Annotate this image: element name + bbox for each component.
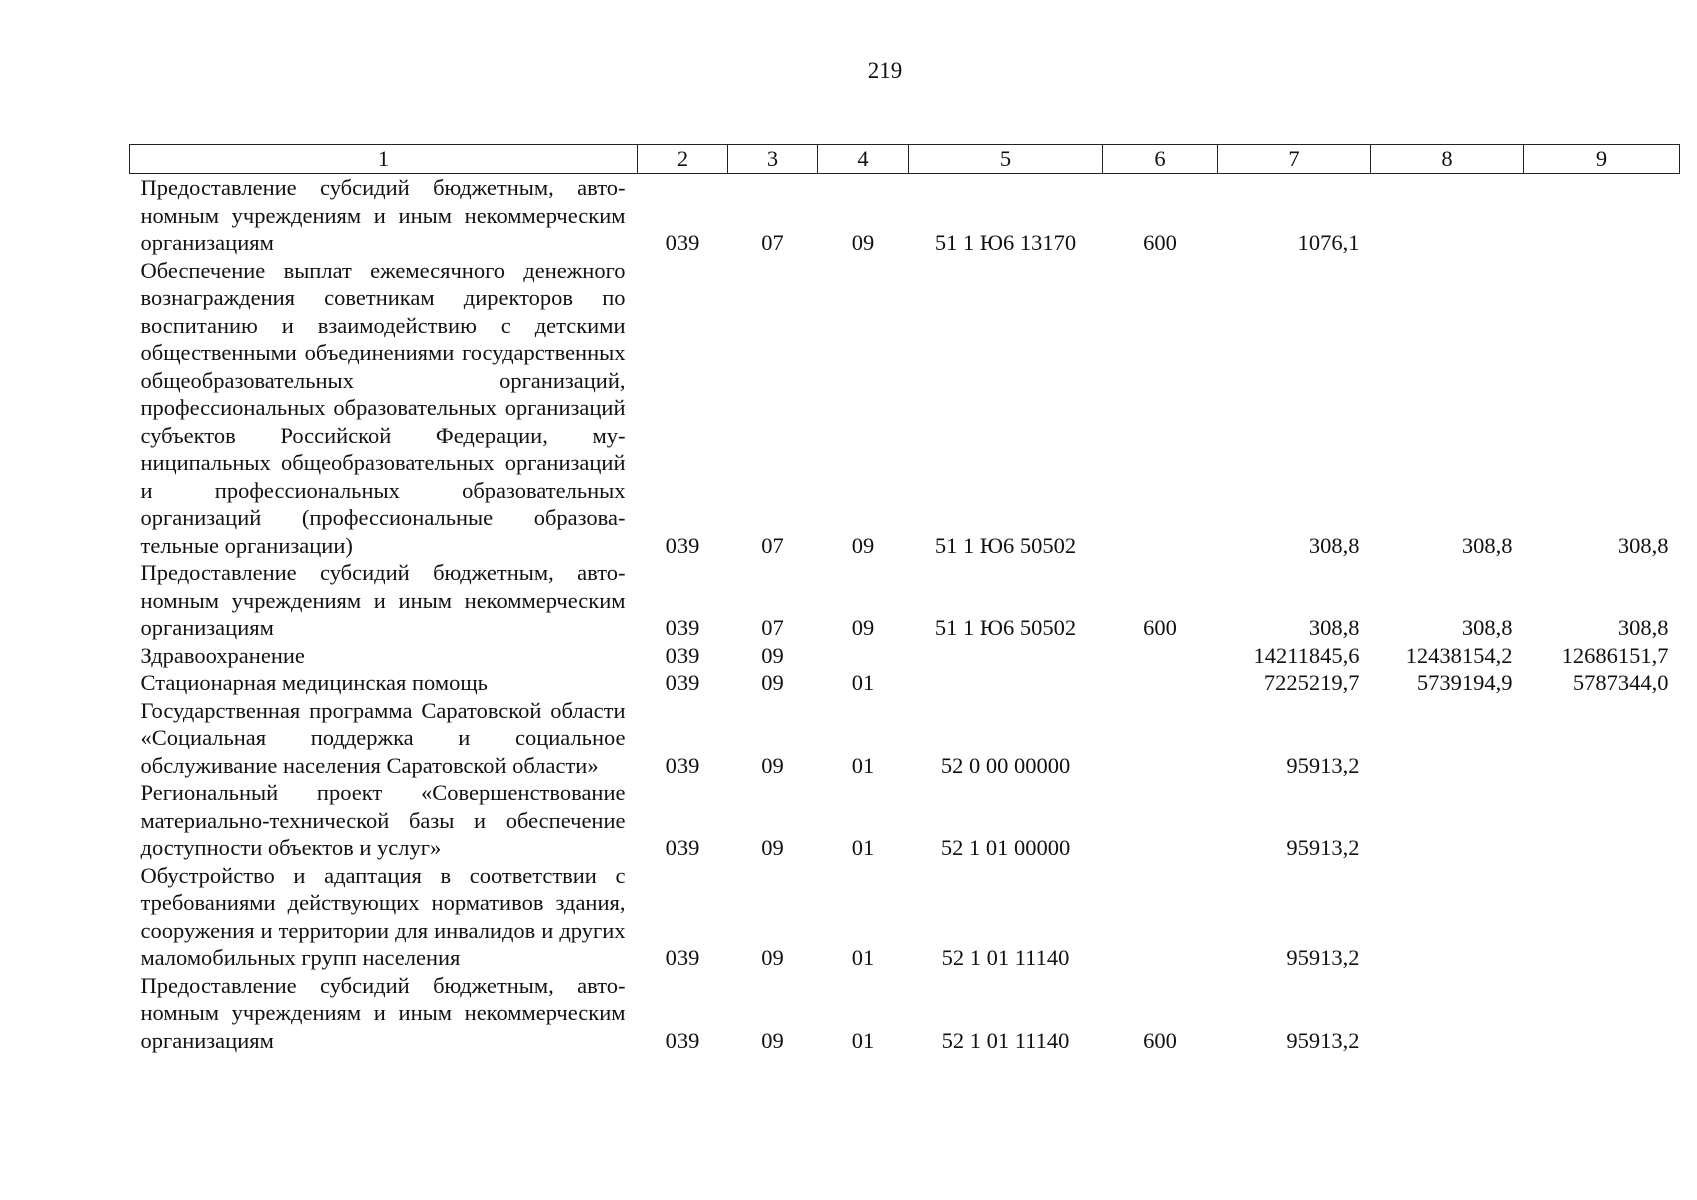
table-row bbox=[130, 669, 1680, 697]
cell-amount-year-1: 14211845,6 bbox=[1253, 642, 1360, 668]
cell-target-article bbox=[909, 642, 1103, 670]
cell-section: 09 bbox=[761, 945, 784, 970]
cell-target-article: 51 1 Ю6 13170 bbox=[934, 230, 1077, 255]
cell-expense-type bbox=[1103, 862, 1218, 972]
cell-amount-year-2 bbox=[1371, 697, 1524, 780]
cell-amount-year-1: 308,8 bbox=[1308, 615, 1360, 640]
cell-section: 09 bbox=[761, 752, 784, 778]
cell-section: 09 bbox=[761, 670, 784, 695]
cell-amount-year-2 bbox=[1371, 862, 1524, 972]
cell-subsection: 01 bbox=[851, 752, 875, 778]
cell-amount-year-3: 308,8 bbox=[1617, 615, 1669, 640]
cell-subsection bbox=[818, 642, 909, 670]
cell-ministry-code: 039 bbox=[665, 615, 700, 640]
header-cell-6: 6 bbox=[1103, 145, 1218, 174]
cell-name: Предоставление субсидий бюджетным, автономным учреждениям и иным некоммерческим организациям bbox=[140, 175, 626, 255]
cell-amount-year-1: 95913,2 bbox=[1286, 752, 1360, 778]
table-row bbox=[130, 642, 1680, 670]
cell-target-article: 51 1 Ю6 50502 bbox=[934, 615, 1077, 640]
cell-subsection: 01 bbox=[851, 945, 875, 970]
cell-expense-type: 600 bbox=[1143, 230, 1177, 255]
table-row bbox=[130, 559, 1680, 642]
cell-amount-year-2: 12438154,2 bbox=[1405, 642, 1513, 668]
cell-section: 09 bbox=[761, 1027, 784, 1053]
cell-amount-year-2 bbox=[1371, 174, 1524, 257]
cell-amount-year-1: 95913,2 bbox=[1286, 835, 1360, 860]
cell-target-article: 52 1 01 00000 bbox=[940, 835, 1071, 860]
cell-expense-type bbox=[1103, 257, 1218, 560]
cell-section: 09 bbox=[761, 642, 784, 668]
cell-expense-type: 600 bbox=[1143, 1027, 1177, 1053]
header-row bbox=[130, 145, 1680, 174]
cell-name: Предоставление субсидий бюджетным, автономным учреждениям и иным некоммерческим организациям bbox=[140, 972, 626, 1053]
cell-section: 07 bbox=[761, 532, 784, 558]
cell-amount-year-1: 7225219,7 bbox=[1263, 670, 1360, 695]
cell-amount-year-1: 95913,2 bbox=[1286, 945, 1360, 970]
header-cell-8: 8 bbox=[1371, 145, 1524, 174]
cell-target-article: 52 1 01 11140 bbox=[941, 945, 1070, 970]
cell-expense-type bbox=[1103, 779, 1218, 862]
cell-name: Предоставление субсидий бюджетным, автономным учреждениям и иным некоммерческим организациям bbox=[140, 560, 626, 640]
cell-amount-year-1: 95913,2 bbox=[1286, 1027, 1360, 1053]
cell-target-article: 51 1 Ю6 50502 bbox=[934, 532, 1077, 558]
cell-ministry-code: 039 bbox=[665, 642, 700, 668]
cell-amount-year-2: 308,8 bbox=[1461, 532, 1513, 558]
cell-ministry-code: 039 bbox=[665, 752, 700, 778]
table-row bbox=[130, 174, 1680, 257]
header-cell-2: 2 bbox=[638, 145, 728, 174]
cell-amount-year-3: 5787344,0 bbox=[1572, 670, 1669, 695]
header-cell-3: 3 bbox=[728, 145, 818, 174]
cell-target-article bbox=[909, 669, 1103, 697]
header-cell-9: 9 bbox=[1524, 145, 1680, 174]
cell-amount-year-2: 5739194,9 bbox=[1416, 670, 1513, 695]
cell-ministry-code: 039 bbox=[665, 670, 700, 695]
header-cell-7: 7 bbox=[1218, 145, 1371, 174]
cell-amount-year-3 bbox=[1524, 972, 1680, 1055]
cell-amount-year-3 bbox=[1524, 697, 1680, 780]
cell-amount-year-2 bbox=[1371, 779, 1524, 862]
cell-ministry-code: 039 bbox=[665, 1027, 700, 1053]
cell-subsection: 09 bbox=[851, 615, 875, 640]
cell-ministry-code: 039 bbox=[665, 945, 700, 970]
cell-expense-type bbox=[1103, 697, 1218, 780]
table-body bbox=[130, 174, 1680, 1055]
cell-subsection: 09 bbox=[851, 230, 875, 255]
header-cell-4: 4 bbox=[818, 145, 909, 174]
cell-name: Здравоохранение bbox=[140, 642, 305, 668]
cell-subsection: 01 bbox=[851, 1027, 875, 1053]
cell-ministry-code: 039 bbox=[665, 230, 700, 255]
cell-amount-year-3: 308,8 bbox=[1617, 532, 1669, 558]
budget-table bbox=[129, 144, 1680, 1054]
cell-subsection: 01 bbox=[851, 670, 875, 695]
table-row bbox=[130, 972, 1680, 1055]
table-row bbox=[130, 697, 1680, 780]
table-row bbox=[130, 779, 1680, 862]
table-row bbox=[130, 862, 1680, 972]
cell-section: 07 bbox=[761, 230, 784, 255]
table-row bbox=[130, 257, 1680, 560]
cell-amount-year-3 bbox=[1524, 174, 1680, 257]
cell-name: Государственная программа Саратовской области «Социальная поддержка и социальное обслуживание населения Саратовской области» bbox=[140, 697, 626, 778]
cell-amount-year-3 bbox=[1524, 862, 1680, 972]
cell-ministry-code: 039 bbox=[665, 835, 700, 860]
header-cell-1: 1 bbox=[130, 145, 638, 174]
cell-subsection: 09 bbox=[851, 532, 875, 558]
cell-section: 07 bbox=[761, 615, 784, 640]
cell-subsection: 01 bbox=[851, 835, 875, 860]
cell-amount-year-2: 308,8 bbox=[1461, 615, 1513, 640]
cell-amount-year-1: 1076,1 bbox=[1297, 230, 1360, 255]
header-cell-5: 5 bbox=[909, 145, 1103, 174]
cell-ministry-code: 039 bbox=[665, 532, 700, 558]
cell-expense-type: 600 bbox=[1143, 615, 1177, 640]
cell-name: Региональный проект «Совершенствование материально-технической базы и обеспечение доступности объектов и услуг» bbox=[140, 780, 626, 860]
cell-name: Стационарная медицинская помощь bbox=[140, 670, 488, 695]
cell-section: 09 bbox=[761, 835, 784, 860]
cell-expense-type bbox=[1103, 669, 1218, 697]
cell-amount-year-1: 308,8 bbox=[1308, 532, 1360, 558]
cell-amount-year-3 bbox=[1524, 779, 1680, 862]
cell-expense-type bbox=[1103, 642, 1218, 670]
cell-amount-year-2 bbox=[1371, 972, 1524, 1055]
cell-amount-year-3: 12686151,7 bbox=[1561, 642, 1669, 668]
cell-name: Обеспечение выплат ежемесячного денежного вознаграждения советникам директоров по воспитанию и взаимодействию с детскими общественными объединениями государственных общеобразовательных организаций, профессиональных образовательных организаций субъектов Российской Федерации, муниципальных общеобразовательных организаций и профессиональных образовательных организаций (профессиональные образовательные организации) bbox=[140, 257, 626, 558]
cell-target-article: 52 1 01 11140 bbox=[941, 1027, 1070, 1053]
cell-target-article: 52 0 00 00000 bbox=[940, 752, 1071, 778]
page-number: 219 bbox=[867, 58, 903, 83]
cell-name: Обустройство и адаптация в соответствии с требованиями действующих нормативов здания, сооружения и территории для инвалидов и других маломобильных групп населения bbox=[140, 862, 626, 970]
